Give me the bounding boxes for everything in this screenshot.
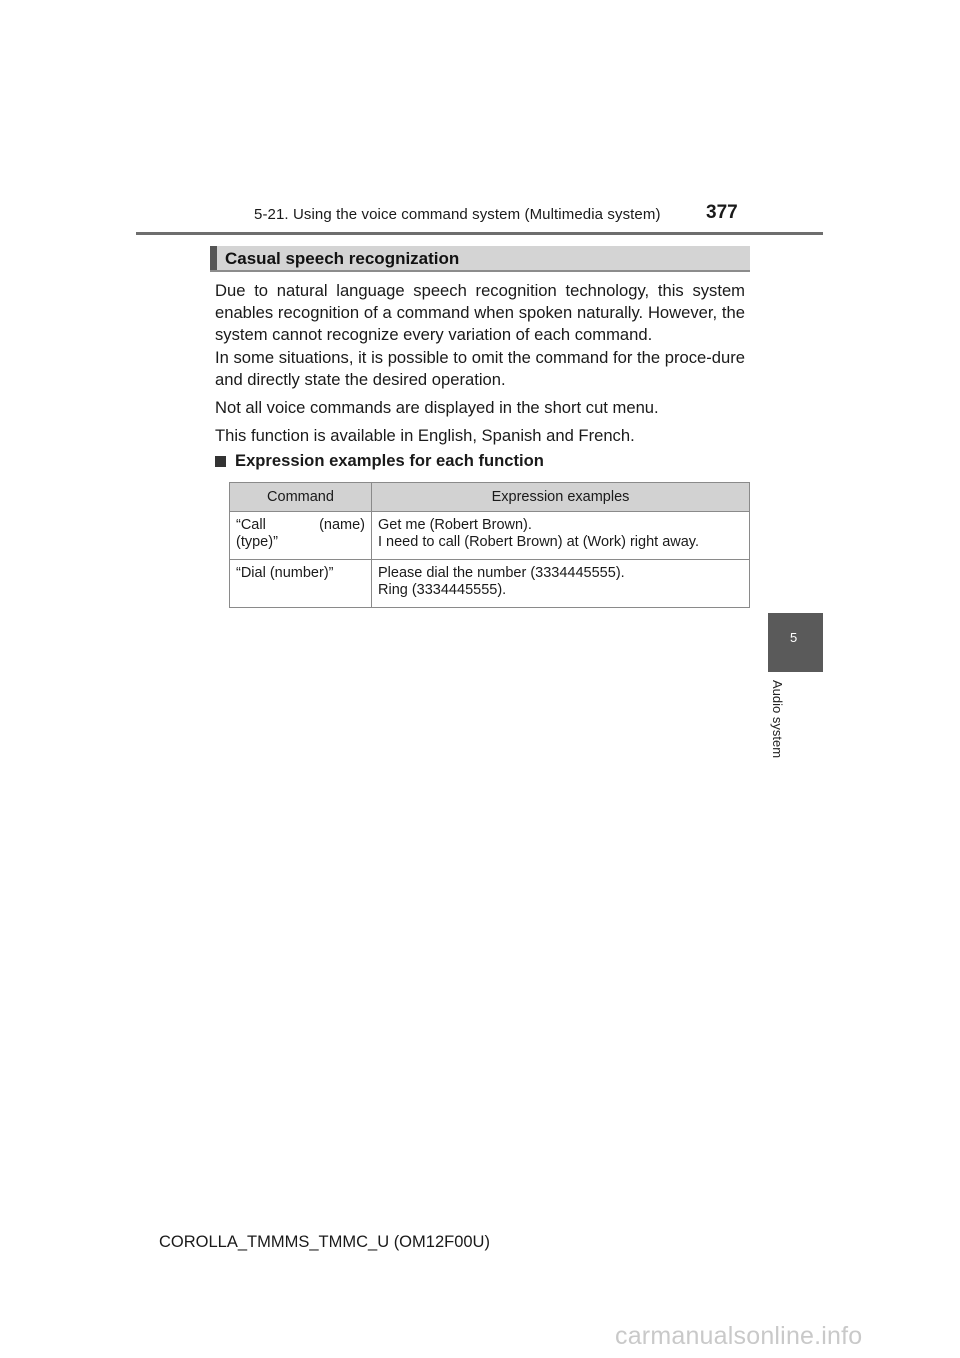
- paragraph-languages: This function is available in English, Spanish and French.: [215, 426, 635, 445]
- paragraph-speech-recognition: Due to natural language speech recognition technology, this system enables recognition of a command when spoken naturally. However, the system cannot recognize every variation of each command.: [215, 281, 745, 344]
- header-section-title: 5-21. Using the voice command system (Multimedia system): [254, 206, 661, 223]
- command-cell: [230, 512, 372, 560]
- table-row: [230, 512, 750, 560]
- paragraph-shortcut-menu: Not all voice commands are displayed in the short cut menu.: [215, 398, 659, 417]
- chapter-label: [770, 680, 790, 770]
- command-line: “Dial (number)”: [236, 565, 334, 581]
- section-heading-accent: [210, 246, 217, 270]
- command-word: (name): [319, 517, 365, 533]
- command-cell: [230, 560, 372, 608]
- table-row: [230, 560, 750, 608]
- examples-cell: [372, 560, 750, 608]
- example-line: Get me (Robert Brown).: [378, 517, 532, 533]
- example-line: Please dial the number (3334445555).: [378, 565, 625, 581]
- page-number: 377: [706, 202, 738, 223]
- command-word: “Call: [236, 517, 266, 533]
- examples-cell: [372, 512, 750, 560]
- watermark: carmanualsonline.info: [615, 1322, 863, 1350]
- subheading-expression-examples: [215, 451, 544, 471]
- section-heading-title: Casual speech recognization: [225, 249, 460, 268]
- footer-document-code: COROLLA_TMMMS_TMMC_U (OM12F00U): [159, 1233, 490, 1251]
- example-line: I need to call (Robert Brown) at (Work) right away.: [378, 534, 699, 550]
- command-line: [236, 517, 365, 534]
- column-header-expression-examples: Expression examples: [372, 483, 750, 512]
- table-header-row: [230, 483, 750, 512]
- chapter-number: 5: [790, 630, 798, 645]
- subheading-text: Expression examples for each function: [235, 451, 544, 470]
- example-line: Ring (3334445555).: [378, 582, 507, 598]
- chapter-tab: [768, 613, 823, 672]
- column-header-command: Command: [230, 483, 372, 512]
- chapter-label-text: Audio system: [770, 680, 785, 759]
- section-heading-bar: [210, 246, 750, 272]
- command-line: (type)”: [236, 534, 278, 550]
- paragraph-omit-command: In some situations, it is possible to omit the command for the proce-dure and directly state the desired operation.: [215, 348, 745, 389]
- header-rule: [136, 232, 823, 235]
- square-bullet-icon: [215, 456, 226, 467]
- expression-examples-table: [229, 482, 750, 608]
